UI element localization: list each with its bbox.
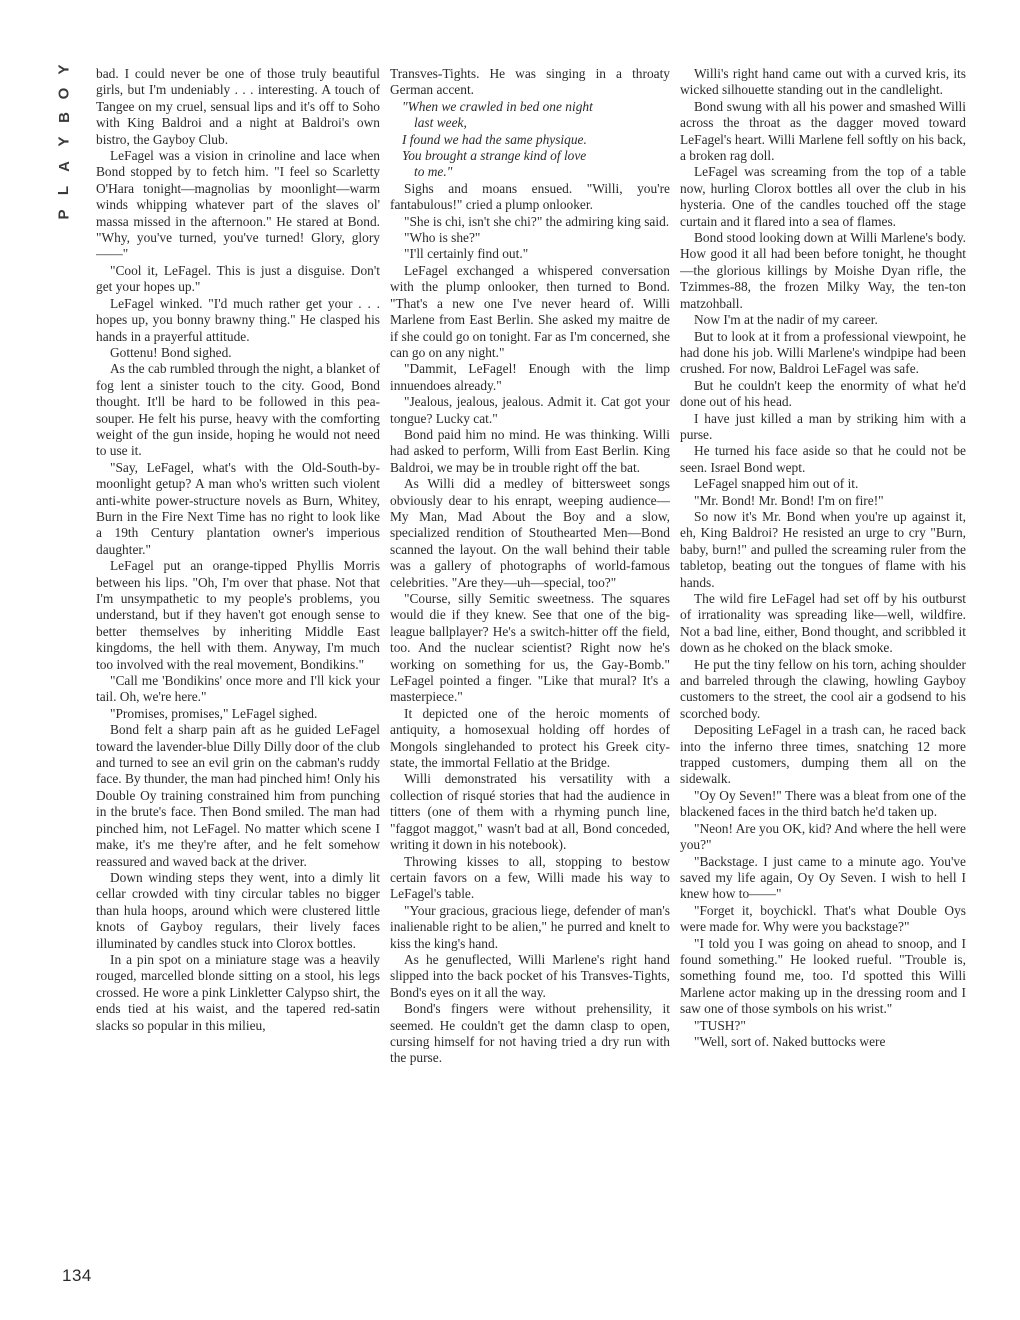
- paragraph: As he genuflected, Willi Marlene's right hand slipped into the back pocket of his Transves-Tights, Bond's eyes on it all the way.: [390, 951, 670, 1000]
- paragraph: As the cab rumbled through the night, a blanket of fog lent a sinister touch to the city. Good, Bond thought. It'll be hard to be followed in this pea-souper. He felt his purse, heavy with the comforting weight of the gun inside, hoping he would not need to use it.: [96, 361, 380, 459]
- paragraph: LeFagel winked. "I'd much rather get your . . . hopes up, you bonny brawny thing." He clasped his hands in a prayerful attitude.: [96, 295, 380, 344]
- song-lyric-line: last week,: [414, 115, 467, 131]
- paragraph: "Neon! Are you OK, kid? And where the hell were you?": [680, 820, 966, 853]
- paragraph: Now I'm at the nadir of my career.: [694, 312, 878, 328]
- paragraph: Sighs and moans ensued. "Willi, you're fantabulous!" cried a plump onlooker.: [390, 180, 670, 213]
- text-column-3: [680, 66, 966, 1306]
- paragraph: "Course, silly Semitic sweetness. The squares would die if they knew. See that one of the big-league ballplayer? He's a switch-hitter off the field, too. And the nuclear scientist? Right now he's working on something for us, the Gay-Bomb." LeFagel pointed a finger. "Like that mural? It's a masterpiece.": [390, 591, 670, 705]
- paragraph: "Who is she?": [404, 230, 481, 246]
- text-column-1: [96, 66, 380, 1306]
- paragraph: The wild fire LeFagel had set off by his outburst of irrationality was spreading like—well, wildfire. Not a bad line, either, Bond thought, and scribbled it down as he choked on the black smoke.: [680, 591, 966, 656]
- paragraph: "Promises, promises," LeFagel sighed.: [110, 705, 318, 721]
- paragraph: "Cool it, LeFagel. This is just a disguise. Don't get your hopes up.": [96, 262, 380, 295]
- paragraph: Bond paid him no mind. He was thinking. Willi had asked to perform, Willi from East Berlin. King Baldroi, we may be in trouble right off the bat.: [390, 426, 670, 475]
- running-head-letter: B: [55, 112, 73, 124]
- paragraph: LeFagel was a vision in crinoline and lace when Bond stopped by to fetch him. "I feel so Scarletty O'Hara tonight—magnolias by moonlight—warm winds whipping whatever part of the slaves ol' massa missed in the afternoon." He stared at Bond. "Why, you've turned, you've turned! Glory, glory——": [96, 148, 380, 262]
- paragraph: "Call me 'Bondikins' once more and I'll kick your tail. Oh, we're here.": [96, 673, 380, 705]
- running-head-letter: A: [55, 160, 73, 172]
- paragraph: "I'll certainly find out.": [404, 246, 529, 262]
- paragraph: He turned his face aside so that he could not be seen. Israel Bond wept.: [680, 443, 966, 475]
- running-head-letter: P: [55, 209, 73, 220]
- paragraph: Bond's fingers were without prehensility, it seemed. He couldn't get the damn clasp to open, cursing himself for not having tried a dry run with the purse.: [390, 1001, 670, 1066]
- running-head: [50, 62, 78, 222]
- paragraph: "Well, sort of. Naked buttocks were: [694, 1033, 886, 1049]
- song-lyric-line: You brought a strange kind of love: [402, 148, 587, 164]
- paragraph: Depositing LeFagel in a trash can, he raced back into the inferno three times, snatching 12 more trapped customers, dumping them all on the sidewalk.: [680, 722, 966, 787]
- paragraph: But to look at it from a professional viewpoint, he had done his job. Willi Marlene's windpipe had been crushed. For now, Baldroi LeFagel was safe.: [680, 328, 966, 377]
- running-head-letter: Y: [55, 64, 73, 75]
- paragraph: Bond felt a sharp pain aft as he guided LeFagel toward the lavender-blue Dilly Dilly door of the club and turned to see an evil grin on the cabman's ruddy face. By thunder, the man had pinched him! Only his Double Oy training constrained him from punching in the brute's face. Then Bond smiled. The man had pinched him, not LeFagel. No matter which scene I make, it's me they're after, and he felt somehow reassured and waved back at the driver.: [96, 722, 380, 869]
- paragraph: "Say, LeFagel, what's with the Old-South-by-moonlight getup? A man who's written such violent anti-white power-structure novels as Burn, Whitey, Burn in the Fire Next Time has no right to look like a 19th Century plantation owner's imperious daughter.": [96, 459, 380, 557]
- paragraph: "I told you I was going on ahead to snoop, and I found something." He looked rueful. "Trouble is, something found me, too. I'd spotted this Willi Marlene actor making up in the dressing room and I saw one of those symbols on his wrist.": [680, 935, 966, 1017]
- paragraph: LeFagel exchanged a whispered conversation with the plump onlooker, then turned to Bond. "That's a new one I've never heard of. Willi Marlene from East Berlin. She asked my maitre de if she could go on tonight. Far as I'm concerned, she can go on any night.": [390, 262, 670, 360]
- paragraph: "She is chi, isn't she chi?" the admiring king said.: [404, 213, 670, 229]
- paragraph: As Willi did a medley of bittersweet songs obviously dear to his enrapt, weeping audience—My Man, Mad About the Boy and a slow, specialized rendition of Stouthearted Men—Bond scanned the layout. On the wall behind their table was a gallery of photographs of world-famous celebrities. "Are they—uh—special, too?": [390, 476, 670, 590]
- paragraph: So now it's Mr. Bond when you're up against it, eh, King Baldroi? He resisted an urge to cry "Burn, baby, burn!" and pulled the screaming ruler from the tabletop, beating out the tongues of flame with his hands.: [680, 508, 966, 590]
- paragraph: Bond stood looking down at Willi Marlene's body. How good it all had been before tonight, he thought—the glorious killings by Moishe Dyan rifle, the Tzimmes-88, the frozen Milky Way, the ten-ton matzohball.: [680, 230, 966, 311]
- song-lyric-line: I found we had the same physique.: [402, 131, 587, 147]
- paragraph: Bond swung with all his power and smashed Willi across the throat as the dagger moved toward LeFagel's heart. Willi Marlene fell softly on his back, a broken rag doll.: [680, 98, 966, 164]
- paragraph: Willi's right hand came out with a curved kris, its wicked silhouette standing out in the candlelight.: [680, 66, 966, 98]
- paragraph: Throwing kisses to all, stopping to bestow certain favors on a few, Willi made his way to LeFagel's table.: [390, 853, 670, 902]
- running-head-letter: Y: [55, 136, 73, 147]
- paragraph: "Your gracious, gracious liege, defender of man's inalienable right to be alien," he purred and knelt to kiss the king's hand.: [390, 902, 670, 951]
- paragraph: "TUSH?": [694, 1017, 746, 1033]
- paragraph: "Forget it, boychickl. That's what Double Oys were made for. Why were you backstage?": [680, 902, 966, 935]
- paragraph: In a pin spot on a miniature stage was a heavily rouged, marcelled blonde sitting on a stool, his legs crossed. He wore a pink Linkletter Calypso shirt, the ends tied at his waist, and the tapered red-satin slacks so popular in this milieu,: [96, 951, 380, 1033]
- paragraph: Gottenu! Bond sighed.: [110, 344, 232, 360]
- paragraph: Down winding steps they went, into a dimly lit cellar crowded with tiny circular tables no bigger than hula hoops, around which were clustered little knots of Gayboy regulars, their lively faces illuminated by candles stuck into Clorox bottles.: [96, 869, 380, 951]
- song-lyric-line: to me.": [414, 164, 453, 180]
- paragraph: "Dammit, LeFagel! Enough with the limp innuendoes already.": [390, 361, 670, 393]
- paragraph: LeFagel was screaming from the top of a table now, hurling Clorox bottles all over the club in his hysteria. One of the candles touched off the stage curtain and it flared into a sea of flames.: [680, 164, 966, 229]
- paragraph: "Mr. Bond! Mr. Bond! I'm on fire!": [694, 492, 884, 508]
- paragraph: He put the tiny fellow on his torn, aching shoulder and barreled through the clawing, howling Gayboy customers to the street, the cool air a godsend to his scorched body.: [680, 656, 966, 721]
- paragraph: LeFagel put an orange-tipped Phyllis Morris between his lips. "Oh, I'm over that phase. Not that I'm unsympathetic to my people's problems, you understand, but if they haven't got enough sense to better themselves by inheriting Middle East kingdoms, the hell with them. Anyway, I'm much too involved with the real movement, Bondikins.": [96, 558, 380, 672]
- paragraph: Willi demonstrated his versatility with a collection of risqué stories that had the audience in titters (one of them with a rhyming punch line, "faggot maggot," wasn't bad at all, Bond conceded, writing it down in his notebook).: [390, 771, 670, 853]
- song-lyric-line: "When we crawled in bed one night: [402, 98, 593, 114]
- page-number: 134: [62, 1266, 92, 1285]
- running-head-letter: O: [55, 87, 73, 100]
- paragraph: I have just killed a man by striking him with a purse.: [680, 410, 966, 442]
- paragraph: "Backstage. I just came to a minute ago. You've saved my life again, Oy Oy Seven. I wish to hell I knew how to——": [680, 853, 966, 902]
- paragraph: bad. I could never be one of those truly beautiful girls, but I'm undeniably . . . interesting. A touch of Tangee on my cruel, sensual lips and it's off to Soho with King Baldroi and a night at Baldroi's own bistro, the Gayboy Club.: [96, 66, 380, 147]
- paragraph: But he couldn't keep the enormity of what he'd done out of his head.: [680, 377, 966, 410]
- paragraph: Transves-Tights. He was singing in a throaty German accent.: [390, 66, 670, 98]
- running-head-letter: L: [55, 185, 73, 195]
- paragraph: LeFagel snapped him out of it.: [694, 476, 859, 492]
- paragraph: It depicted one of the heroic moments of antiquity, a homosexual holding off hordes of Mongols singlehanded to protect his Greek city-state, the immortal Fellatio at the Bridge.: [390, 705, 670, 771]
- paragraph: "Oy Oy Seven!" There was a bleat from one of the blackened faces in the third batch he'd taken up.: [680, 787, 966, 820]
- text-column-2: [390, 66, 670, 1306]
- paragraph: "Jealous, jealous, jealous. Admit it. Cat got your tongue? Lucky cat.": [390, 394, 670, 426]
